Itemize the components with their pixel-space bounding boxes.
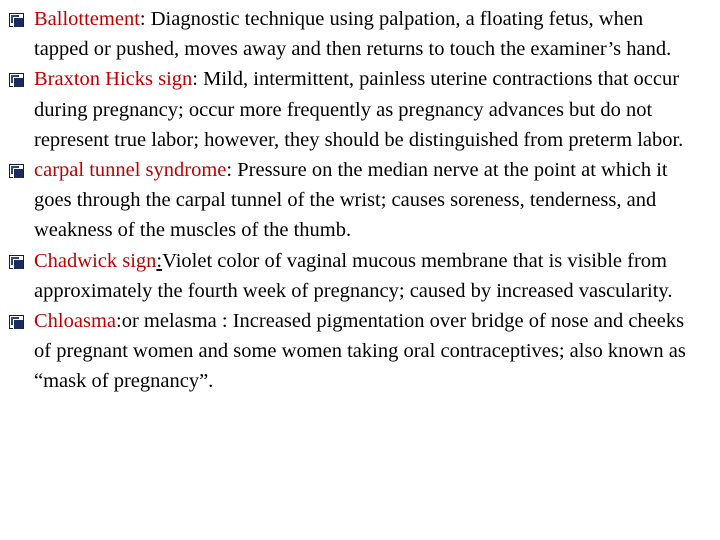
list-item-carpal-tunnel (9, 155, 699, 246)
term-label: carpal tunnel syndrome (34, 159, 227, 182)
term-separator: : (116, 310, 122, 333)
bullet-list (9, 4, 699, 397)
square-bullet-icon (9, 164, 24, 178)
list-item-braxton-hicks (9, 64, 699, 155)
list-item-chloasma (9, 306, 699, 397)
definition-text: or melasma : Increased pigmentation over bridge of nose and cheeks of pregnant women and some women taking oral contraceptives; also known as “mask of pregnancy”. (34, 310, 686, 393)
definition-text: Mild, intermittent, painless uterine contractions that occur during pregnancy; occur more frequently as pregnancy advances but do not represent true labor; however, they should be distinguished from preterm labor. (34, 68, 684, 151)
term-separator: : (226, 159, 238, 182)
term-label: Chloasma (34, 310, 116, 333)
square-bullet-icon (9, 73, 24, 87)
square-bullet-icon (9, 315, 24, 329)
term-separator: : (192, 68, 204, 91)
square-bullet-icon (9, 13, 24, 27)
term-separator: : (156, 249, 163, 272)
definition-text: Violet color of vaginal mucous membrane that is visible from approximately the fourth week of pregnancy; caused by increased vascularity. (34, 249, 673, 302)
term-separator: : (139, 8, 151, 30)
term-label: Chadwick sign (34, 249, 157, 272)
term-label: Braxton Hicks sign (34, 68, 193, 91)
definition-text: Pressure on the median nerve at the point at which it goes through the carpal tunnel of the wrist; causes soreness, tenderness, and weakness of the muscles of the thumb. (34, 159, 668, 242)
term-label: Ballottement (34, 8, 140, 30)
list-item-ballottement (9, 4, 699, 64)
definition-text: Diagnostic technique using palpation, a floating fetus, when tapped or pushed, moves away and then returns to touch the examiner’s hand. (34, 8, 672, 61)
list-item-chadwick (9, 246, 699, 306)
square-bullet-icon (9, 255, 24, 269)
